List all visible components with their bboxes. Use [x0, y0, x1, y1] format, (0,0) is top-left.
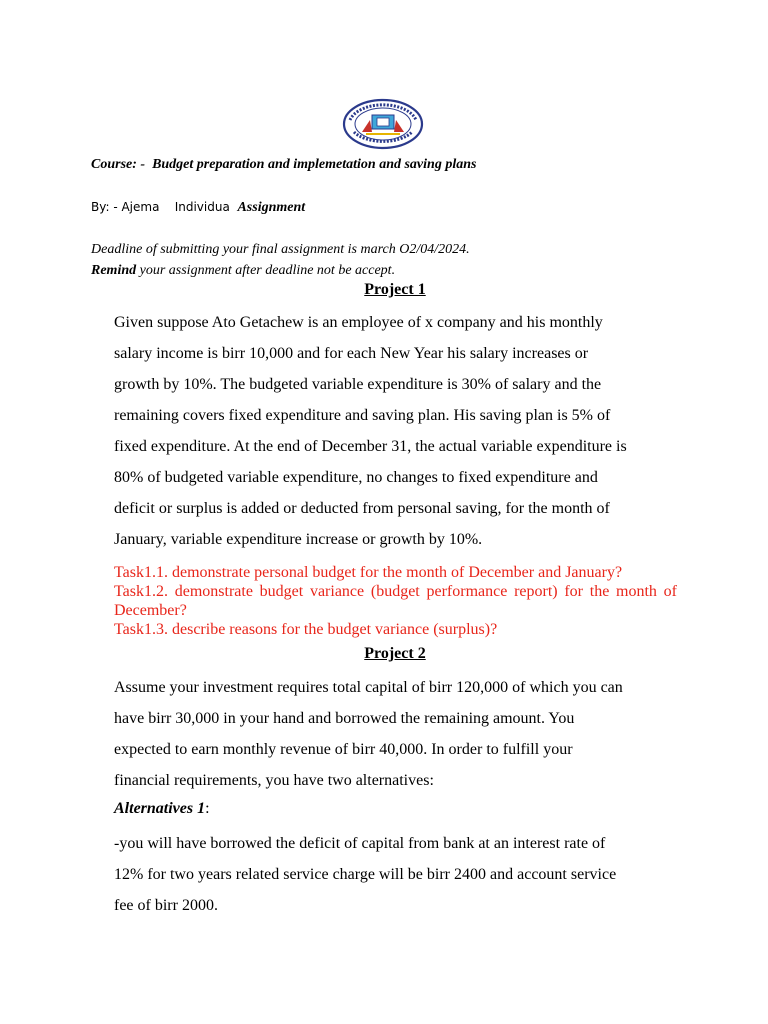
paragraph-line: January, variable expenditure increase or growth by 10%.	[114, 531, 483, 548]
task-item: Task1.1. demonstrate personal budget for the month of December and January?	[114, 564, 623, 581]
paragraph-line: salary income is birr 10,000 and for each New Year his salary increases or	[114, 345, 589, 362]
course-label: Course: -	[91, 157, 146, 172]
task-item: Task1.2. demonstrate budget variance (budget performance report) for the month of December?	[114, 583, 677, 619]
paragraph-line: remaining covers fixed expenditure and saving plan. His saving plan is 5% of	[114, 407, 611, 424]
alternative-colon: :	[205, 800, 210, 817]
paragraph-line: 80% of budgeted variable expenditure, no changes to fixed expenditure and	[114, 469, 598, 486]
remind-text	[91, 260, 470, 281]
project1-body	[114, 307, 677, 555]
alternative-heading	[114, 800, 210, 818]
project2-title: Project 2	[364, 645, 426, 662]
course-title: Budget preparation and implemetation and saving plans	[152, 157, 477, 172]
alternative-label: Alternatives 1	[114, 800, 206, 817]
assignment-label: Assignment	[237, 200, 306, 215]
paragraph-line: 12% for two years related service charge will be birr 2400 and account service	[114, 866, 617, 883]
paragraph-line: fee of birr 2000.	[114, 897, 218, 914]
project2-body	[114, 672, 677, 796]
remind-rest: your assignment after deadline not be accept.	[136, 263, 396, 278]
task-item: Task1.3. describe reasons for the budget variance (surplus)?	[114, 621, 498, 638]
remind-word: Remind	[91, 263, 137, 278]
university-logo	[342, 98, 424, 150]
alternative-body	[114, 828, 677, 921]
course-line	[91, 157, 476, 173]
project1-title: Project 1	[364, 281, 426, 298]
paragraph-line: deficit or surplus is added or deducted from personal saving, for the month of	[114, 500, 610, 517]
paragraph-line: Assume your investment requires total capital of birr 120,000 of which you can	[114, 679, 623, 696]
paragraph-line: -you will have borrowed the deficit of capital from bank at an interest rate of	[114, 835, 606, 852]
author-name: By: - Ajema	[91, 200, 160, 214]
assignment-type: Individua	[174, 200, 230, 214]
paragraph-line: fixed expenditure. At the end of December 31, the actual variable expenditure is	[114, 438, 627, 455]
paragraph-line: financial requirements, you have two alternatives:	[114, 772, 434, 789]
paragraph-line: growth by 10%. The budgeted variable expenditure is 30% of salary and the	[114, 376, 602, 393]
paragraph-line: expected to earn monthly revenue of birr 40,000. In order to fulfill your	[114, 741, 573, 758]
university-seal-icon	[342, 98, 424, 150]
paragraph-line: Given suppose Ato Getachew is an employee of x company and his monthly	[114, 314, 603, 331]
deadline-notice	[91, 239, 470, 281]
project1-tasks	[114, 563, 677, 639]
author-line	[91, 200, 305, 216]
paragraph-line: have birr 30,000 in your hand and borrowed the remaining amount. You	[114, 710, 575, 727]
deadline-text: Deadline of submitting your final assignment is march O2/04/2024.	[91, 242, 470, 257]
